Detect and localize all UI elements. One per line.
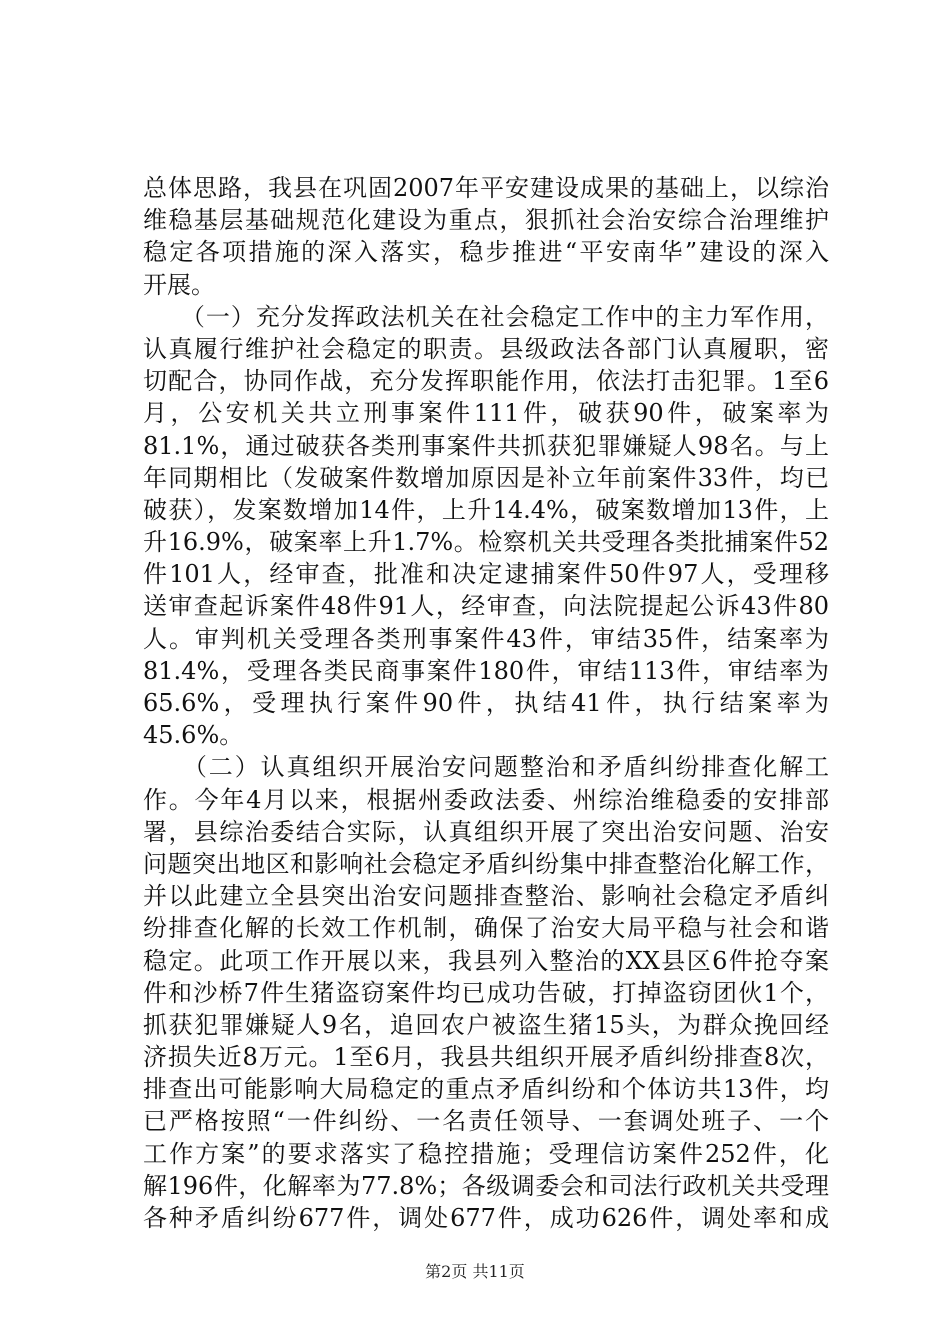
text-line: 解196件，化解率为77.8%；各级调委会和司法行政机关共受理 bbox=[143, 1171, 829, 1200]
text-line: 认真履行维护社会稳定的职责。县级政法各部门认真履职，密 bbox=[143, 334, 829, 363]
text-line: 稳定各项措施的深入落实，稳步推进“平安南华”建设的深入 bbox=[143, 238, 829, 267]
text-line: 破获），发案数增加14件，上升14.4%，破案数增加13件，上 bbox=[143, 495, 829, 524]
text-line: 抓获犯罪嫌疑人9名，追回农户被盗生猪15头，为群众挽回经 bbox=[143, 1010, 829, 1039]
text-line: 件101人，经审查，批准和决定逮捕案件50件97人，受理移 bbox=[143, 560, 829, 589]
text-line: 纷排查化解的长效工作机制，确保了治安大局平稳与社会和谐 bbox=[143, 914, 829, 943]
text-line: 问题突出地区和影响社会稳定矛盾纠纷集中排查整治化解工作， bbox=[143, 849, 829, 878]
text-line: 署，县综治委结合实际，认真组织开展了突出治安问题、治安 bbox=[143, 817, 829, 846]
text-line: （二）认真组织开展治安问题整治和矛盾纠纷排查化解工 bbox=[143, 753, 829, 782]
text-line: 并以此建立全县突出治安问题排查整治、影响社会稳定矛盾纠 bbox=[143, 882, 829, 911]
text-line: 65.6%，受理执行案件90件，执结41件，执行结案率为 bbox=[143, 689, 829, 717]
text-line: （一）充分发挥政法机关在社会稳定工作中的主力军作用， bbox=[143, 302, 829, 331]
text-line: 切配合，协同作战，充分发挥职能作用，依法打击犯罪。1至6 bbox=[143, 367, 829, 396]
text-line: 济损失近8万元。1至6月，我县共组织开展矛盾纠纷排查8次， bbox=[143, 1043, 829, 1072]
text-line: 升16.9%，破案率上升1.7%。检察机关共受理各类批捕案件52 bbox=[143, 528, 829, 557]
page-footer: 第2页 共11页 bbox=[425, 1262, 525, 1281]
text-line: 81.1%，通过破获各类刑事案件共抓获犯罪嫌疑人98名。与上 bbox=[143, 431, 829, 460]
text-line: 件和沙桥7件生猪盗窃案件均已成功告破，打掉盗窃团伙1个， bbox=[143, 978, 829, 1007]
body-text bbox=[143, 172, 829, 1234]
text-line: 81.4%，受理各类民商事案件180件，审结113件，审结率为 bbox=[143, 656, 829, 685]
text-line: 排查出可能影响大局稳定的重点矛盾纠纷和个体访共13件，均 bbox=[143, 1075, 829, 1104]
text-line: 工作方案”的要求落实了稳控措施；受理信访案件252件，化 bbox=[143, 1139, 829, 1168]
text-line: 各种矛盾纠纷677件，调处677件，成功626件，调处率和成 bbox=[143, 1204, 829, 1232]
text-line: 送审查起诉案件48件91人，经审查，向法院提起公诉43件80 bbox=[143, 592, 829, 621]
text-line: 开展。 bbox=[143, 270, 215, 299]
text-line: 月，公安机关共立刑事案件111件，破获90件，破案率为 bbox=[143, 399, 829, 428]
text-line: 作。今年4月以来，根据州委政法委、州综治维稳委的安排部 bbox=[143, 785, 829, 814]
text-line: 维稳基层基础规范化建设为重点，狠抓社会治安综合治理维护 bbox=[143, 206, 829, 235]
text-line: 总体思路，我县在巩固2007年平安建设成果的基础上，以综治 bbox=[143, 174, 829, 202]
text-line: 已严格按照“一件纠纷、一名责任领导、一套调处班子、一个 bbox=[143, 1107, 829, 1136]
text-line: 稳定。此项工作开展以来，我县列入整治的XX县区6件抢夺案 bbox=[143, 946, 829, 975]
text-line: 人。审判机关受理各类刑事案件43件，审结35件，结案率为 bbox=[143, 624, 829, 653]
text-line: 年同期相比（发破案件数增加原因是补立年前案件33件，均已 bbox=[143, 463, 829, 492]
text-line: 45.6%。 bbox=[143, 721, 244, 750]
